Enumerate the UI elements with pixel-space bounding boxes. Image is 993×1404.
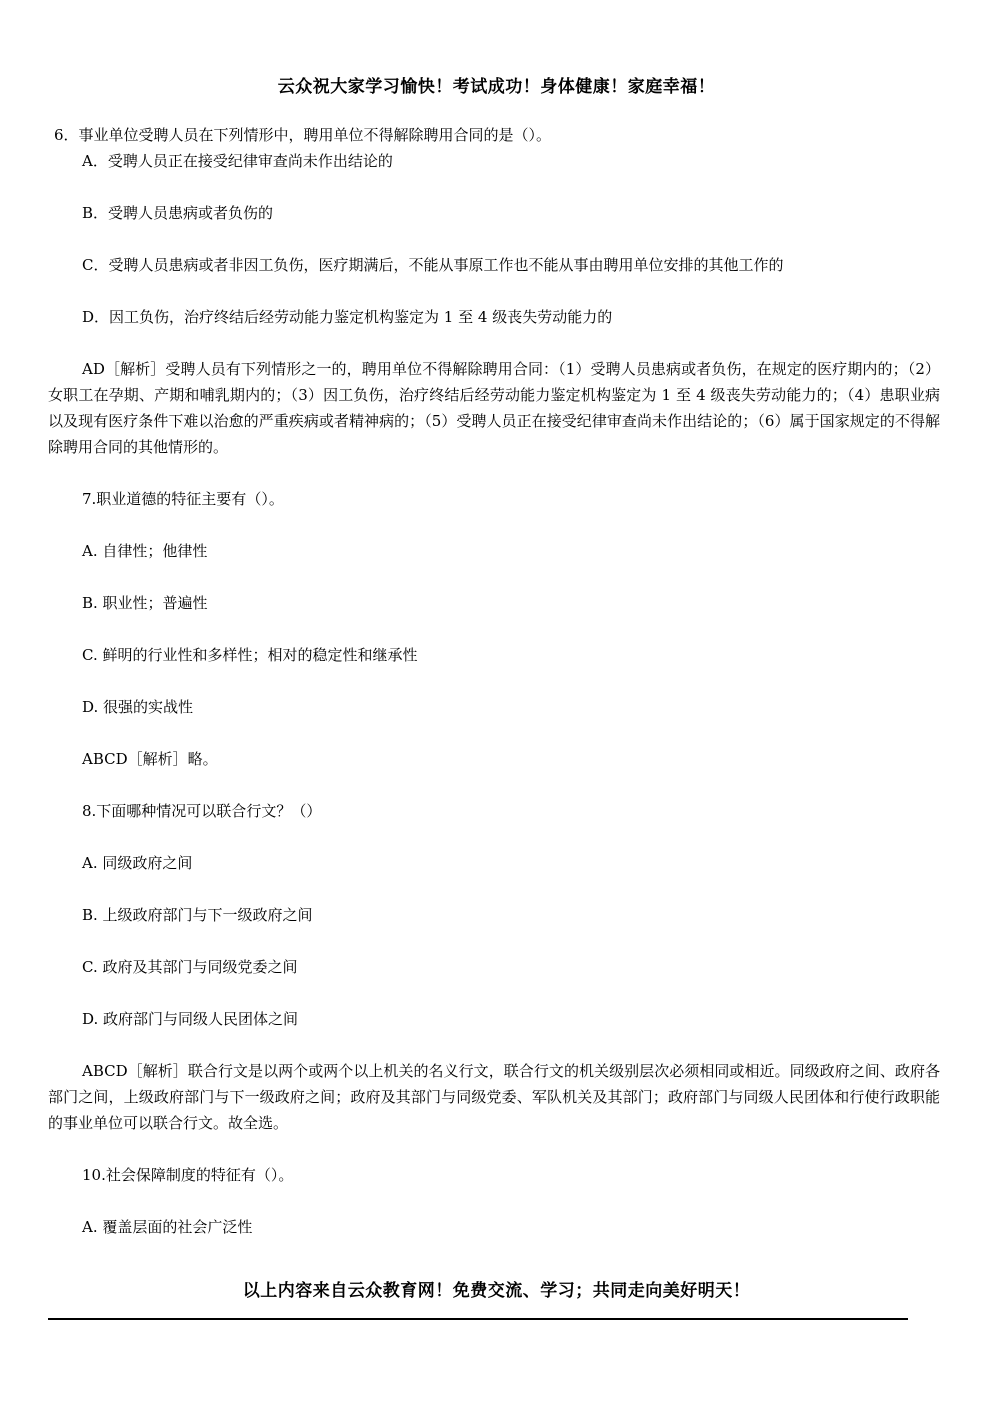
page-header: 云众祝大家学习愉快！考试成功！身体健康！家庭幸福！ xyxy=(277,77,716,97)
question-7-stem: 7.职业道德的特征主要有（）。 xyxy=(82,490,284,508)
question-7-option-c: C. 鲜明的行业性和多样性；相对的稳定性和继承性 xyxy=(82,646,418,664)
question-6-option-a: A．受聘人员正在接受纪律审查尚未作出结论的 xyxy=(82,152,393,170)
question-10-stem: 10.社会保障制度的特征有（）。 xyxy=(82,1166,294,1184)
question-7-option-b: B. 职业性；普遍性 xyxy=(82,594,208,612)
question-8-option-c: C. 政府及其部门与同级党委之间 xyxy=(82,958,298,976)
footer-divider xyxy=(48,1318,908,1320)
question-7-option-a: A. 自律性；他律性 xyxy=(82,542,208,560)
question-6-option-c: C．受聘人员患病或者非因工负伤，医疗期满后，不能从事原工作也不能从事由聘用单位安排的其他工作的 xyxy=(82,256,784,274)
question-8-option-d: D. 政府部门与同级人民团体之间 xyxy=(82,1010,299,1028)
question-6-option-d: D．因工负伤，治疗终结后经劳动能力鉴定机构鉴定为 1 至 4 级丧失劳动能力的 xyxy=(82,308,613,326)
question-6-stem: 6．事业单位受聘人员在下列情形中，聘用单位不得解除聘用合同的是（）。 xyxy=(54,126,552,144)
question-6-option-b: B．受聘人员患病或者负伤的 xyxy=(82,204,274,222)
question-8-stem: 8.下面哪种情况可以联合行文？（） xyxy=(82,802,322,820)
question-7-answer: ABCD［解析］略。 xyxy=(82,750,218,768)
question-8-option-b: B. 上级政府部门与下一级政府之间 xyxy=(82,906,313,924)
question-7-option-d: D. 很强的实战性 xyxy=(82,698,194,716)
question-8-option-a: A. 同级政府之间 xyxy=(82,854,193,872)
question-6-answer: AD［解析］受聘人员有下列情形之一的，聘用单位不得解除聘用合同：（1）受聘人员患病或者负伤，在规定的医疗期内的；（2）女职工在孕期、产期和哺乳期内的；（3）因工负伤，治疗终结后经劳动能力鉴定机构鉴定为 1 至 4 级丧失劳动能力的；（4）患职业病以及现有医疗条件下难以治愈的严重疾病或者精神病的；（5）受聘人员正在接受纪律审查尚未作出结论的；（6）属于国家规定的不得解除聘用合同的其他情形的。 xyxy=(48,360,940,456)
page-footer: 以上内容来自云众教育网！免费交流、学习；共同走向美好明天！ xyxy=(242,1281,751,1301)
question-10-option-a: A. 覆盖层面的社会广泛性 xyxy=(82,1218,253,1236)
question-8-answer: ABCD［解析］联合行文是以两个或两个以上机关的名义行文，联合行文的机关级别层次必须相同或相近。同级政府之间、政府各部门之间，上级政府部门与下一级政府之间；政府及其部门与同级党委、军队机关及其部门；政府部门与同级人民团体和行使行政职能的事业单位可以联合行文。故全选。 xyxy=(48,1062,940,1132)
